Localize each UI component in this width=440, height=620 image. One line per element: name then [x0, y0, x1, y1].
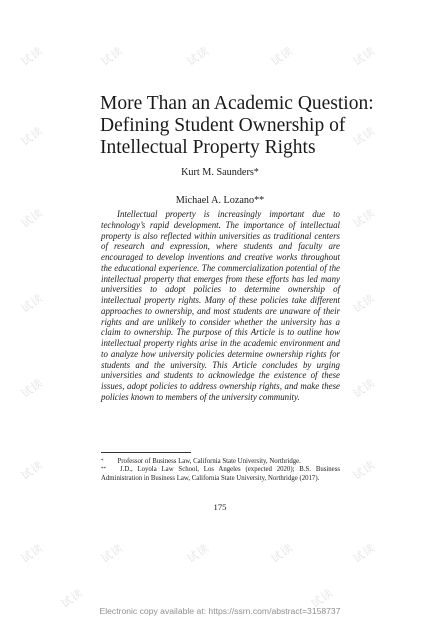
watermark: 试读: [350, 376, 378, 401]
watermark: 试读: [268, 541, 296, 566]
author-name: Michael A. Lozano**: [175, 195, 265, 206]
footnote-divider: [101, 452, 191, 453]
watermark: 试读: [350, 458, 378, 483]
article-title: [100, 93, 380, 159]
ssrn-footer: Electronic copy available at: https://ssrn.com/abstract=3158737: [99, 606, 341, 616]
page-number: 175: [213, 502, 227, 512]
watermark: 试读: [350, 44, 378, 69]
abstract: Intellectual property is increasingly important due to technology’s rapid development. The importance of intellectual property is also reflected within universities as traditional centers of research and expression, where students and faculty are encouraged to develop inventions and creative works throughout the educational experience. The commercialization potential of the intellectual property that emerges from these efforts has led many universities to adopt policies to determine ownership of intellectual property rights. Many of these policies take different approaches to ownership, and most students are unaware of their rights and are unlikely to consider whether the university has a claim to ownership. The purpose of this Article is to outline how intellectual property rights arise in the academic environment and to analyze how university policies determine ownership rights for students and the university. This Article concludes by urging universities and students to acknowledge the existence of these issues, adopt policies to address ownership rights, and make these policies known to members of the university community.: [101, 209, 340, 402]
footnote: [101, 466, 340, 483]
footnote-mark: *: [101, 459, 104, 464]
title-line: Defining Student Ownership of: [100, 115, 346, 136]
watermark: 试读: [58, 586, 86, 611]
watermark: 试读: [18, 206, 46, 231]
watermark: 试读: [18, 124, 46, 149]
watermark: 试读: [350, 206, 378, 231]
watermark: 试读: [98, 44, 126, 69]
watermark: 试读: [350, 291, 378, 316]
watermark: 试读: [184, 44, 212, 69]
title-line: Intellectual Property Rights: [100, 137, 316, 158]
watermark: 试读: [18, 291, 46, 316]
watermark: 试读: [184, 541, 212, 566]
footnote-text: J.D., Loyola Law School, Los Angeles (expected 2020); B.S. Business Administration in Business Law, California State University, Northridge (2017).: [101, 466, 340, 482]
watermark: 试读: [18, 44, 46, 69]
watermark: 试读: [18, 376, 46, 401]
watermark: 试读: [18, 458, 46, 483]
watermark: 试读: [18, 541, 46, 566]
watermark: 试读: [308, 586, 336, 611]
author-name: Kurt M. Saunders*: [181, 167, 259, 178]
watermark: 试读: [268, 44, 296, 69]
title-line: More Than an Academic Question:: [100, 93, 374, 114]
watermark: 试读: [98, 541, 126, 566]
footnote-text: Professor of Business Law, California State University, Northridge.: [117, 458, 301, 465]
watermark: 试读: [350, 541, 378, 566]
watermark: 试读: [350, 124, 378, 149]
footnote-mark: **: [101, 467, 106, 472]
